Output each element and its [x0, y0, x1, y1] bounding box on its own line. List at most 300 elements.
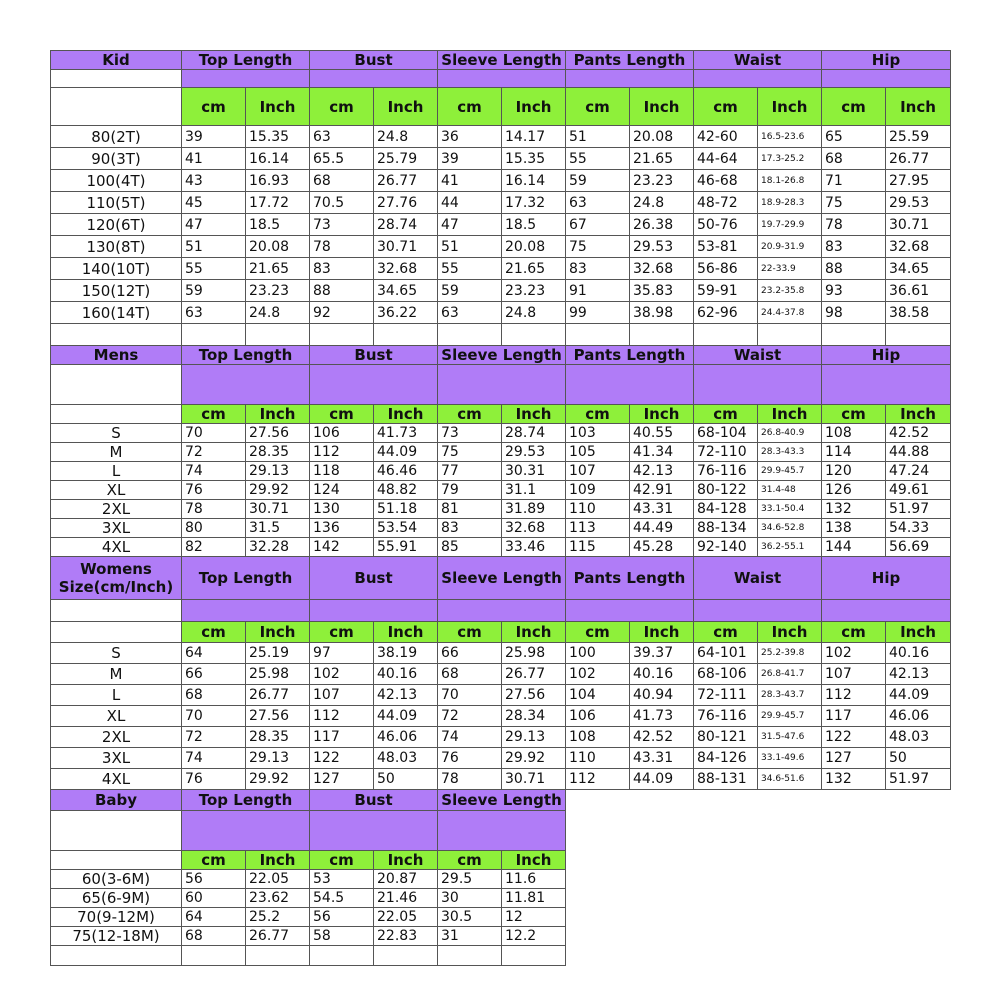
- measure-value: 59-91: [694, 280, 758, 302]
- measure-value: 29.9-45.7: [758, 706, 822, 727]
- measure-value: 107: [310, 685, 374, 706]
- measure-value: 106: [566, 706, 630, 727]
- purple-band: [182, 811, 310, 851]
- measure-value: 54.5: [310, 889, 374, 908]
- measure-value: 84-126: [694, 748, 758, 769]
- empty-cell: [758, 946, 822, 966]
- measure-value: 17.72: [246, 192, 310, 214]
- purple-band: [182, 600, 310, 622]
- measure-value: 30: [438, 889, 502, 908]
- measure-value: 63: [566, 192, 630, 214]
- unit-inch: Inch: [886, 405, 951, 424]
- unit-inch: Inch: [502, 88, 566, 126]
- measure-value: 31: [438, 927, 502, 946]
- measure-value: 56: [182, 870, 246, 889]
- measure-value: 42.91: [630, 481, 694, 500]
- measure-value: 44.09: [374, 706, 438, 727]
- unit-inch: Inch: [246, 88, 310, 126]
- blank-cell: [566, 851, 694, 870]
- measure-value: 104: [566, 685, 630, 706]
- measure-value: 31.1: [502, 481, 566, 500]
- measure-value: 59: [566, 170, 630, 192]
- measure-value: 28.74: [502, 424, 566, 443]
- measure-value: 65: [822, 126, 886, 148]
- measure-value: 51.97: [886, 769, 951, 790]
- measure-value: 51: [438, 236, 502, 258]
- measure-value: 26.77: [502, 664, 566, 685]
- size-label: 150(12T): [51, 280, 182, 302]
- size-label: XL: [51, 481, 182, 500]
- baby-purple-row: [51, 811, 951, 851]
- section-label: Kid: [51, 51, 182, 70]
- measure-value: 26.38: [630, 214, 694, 236]
- empty-cell: [51, 600, 182, 622]
- measure-value: 56.69: [886, 538, 951, 557]
- measure-value: 63: [438, 302, 502, 324]
- empty-cell: [246, 324, 310, 346]
- womens-unit-row: [51, 622, 951, 643]
- empty-cell: [566, 946, 630, 966]
- measure-value: 97: [310, 643, 374, 664]
- empty-cell: [51, 405, 182, 424]
- measure-value: 114: [822, 443, 886, 462]
- measure-value: 42-60: [694, 126, 758, 148]
- purple-band: [566, 70, 694, 88]
- measure-value: 112: [566, 769, 630, 790]
- empty-cell: [51, 88, 182, 126]
- measure-value: 68: [438, 664, 502, 685]
- unit-cm: cm: [182, 405, 246, 424]
- measure-value: 108: [822, 424, 886, 443]
- purple-band: [566, 365, 694, 405]
- womens-label-line1: Womens: [80, 560, 152, 578]
- unit-inch: Inch: [758, 622, 822, 643]
- measure-value: 28.74: [374, 214, 438, 236]
- blank-cell: [630, 889, 694, 908]
- measure-value: 25.98: [246, 664, 310, 685]
- measure-value: 126: [822, 481, 886, 500]
- mens-size-row: [51, 462, 951, 481]
- kid-size-row: [51, 258, 951, 280]
- measure-value: 71: [822, 170, 886, 192]
- measure-value: 136: [310, 519, 374, 538]
- measure-value: 21.65: [630, 148, 694, 170]
- measure-value: 88: [310, 280, 374, 302]
- measure-value: 64-101: [694, 643, 758, 664]
- measure-value: 28.34: [502, 706, 566, 727]
- measure-value: 64: [182, 908, 246, 927]
- measure-value: 33.1-49.6: [758, 748, 822, 769]
- kid-empty-row: [51, 324, 951, 346]
- mens-header-row: [51, 346, 951, 365]
- measure-value: 21.65: [502, 258, 566, 280]
- womens-size-row: [51, 706, 951, 727]
- size-label: 160(14T): [51, 302, 182, 324]
- unit-cm: cm: [310, 405, 374, 424]
- measure-value: 43.31: [630, 500, 694, 519]
- measure-value: 44.09: [630, 769, 694, 790]
- unit-inch: Inch: [374, 405, 438, 424]
- measure-value: 30.5: [438, 908, 502, 927]
- measure-value: 22.05: [374, 908, 438, 927]
- kid-size-row: [51, 170, 951, 192]
- baby-size-row: [51, 908, 951, 927]
- measure-value: 122: [822, 727, 886, 748]
- measure-value: 118: [310, 462, 374, 481]
- section-label: Baby: [51, 790, 182, 811]
- measure-value: 17.32: [502, 192, 566, 214]
- measure-value: 78: [438, 769, 502, 790]
- measure-value: 46.06: [886, 706, 951, 727]
- measure-value: 16.14: [246, 148, 310, 170]
- size-label: 130(8T): [51, 236, 182, 258]
- measure-value: 78: [182, 500, 246, 519]
- measure-value: 26.77: [886, 148, 951, 170]
- measure-value: 16.93: [246, 170, 310, 192]
- kid-header-row: [51, 51, 951, 70]
- measure-value: 20.87: [374, 870, 438, 889]
- measure-value: 80: [182, 519, 246, 538]
- mens-purple-row: [51, 365, 951, 405]
- size-chart: [50, 50, 950, 966]
- measure-value: 19.7-29.9: [758, 214, 822, 236]
- unit-cm: cm: [822, 88, 886, 126]
- size-label: 120(6T): [51, 214, 182, 236]
- measure-value: 30.71: [502, 769, 566, 790]
- measure-value: 73: [310, 214, 374, 236]
- measure-header: Sleeve Length: [438, 557, 566, 600]
- measure-value: 66: [182, 664, 246, 685]
- purple-band: [438, 811, 566, 851]
- empty-cell: [566, 324, 630, 346]
- purple-band: [822, 600, 951, 622]
- blank-cell: [630, 927, 694, 946]
- measure-value: 100: [566, 643, 630, 664]
- unit-cm: cm: [566, 88, 630, 126]
- womens-size-row: [51, 727, 951, 748]
- measure-value: 102: [566, 664, 630, 685]
- unit-inch: Inch: [502, 622, 566, 643]
- measure-header: Top Length: [182, 346, 310, 365]
- measure-value: 14.17: [502, 126, 566, 148]
- measure-header: Waist: [694, 557, 822, 600]
- measure-header: Bust: [310, 790, 438, 811]
- measure-value: 72: [182, 443, 246, 462]
- measure-value: 16.14: [502, 170, 566, 192]
- measure-value: 76-116: [694, 462, 758, 481]
- measure-value: 45.28: [630, 538, 694, 557]
- measure-value: 26.77: [246, 685, 310, 706]
- measure-value: 16.5-23.6: [758, 126, 822, 148]
- measure-value: 72-110: [694, 443, 758, 462]
- empty-cell: [438, 946, 502, 966]
- size-label: 100(4T): [51, 170, 182, 192]
- unit-cm: cm: [310, 851, 374, 870]
- baby-header-row: [51, 790, 951, 811]
- mens-size-row: [51, 481, 951, 500]
- baby-empty-row: [51, 946, 951, 966]
- measure-value: 34.6-51.6: [758, 769, 822, 790]
- measure-value: 30.31: [502, 462, 566, 481]
- measure-value: 51: [566, 126, 630, 148]
- measure-value: 38.58: [886, 302, 951, 324]
- measure-value: 38.98: [630, 302, 694, 324]
- measure-value: 110: [566, 748, 630, 769]
- measure-value: 30.71: [246, 500, 310, 519]
- purple-band: [694, 365, 822, 405]
- blank-cell: [566, 889, 630, 908]
- empty-cell: [374, 946, 438, 966]
- measure-value: 55: [438, 258, 502, 280]
- measure-value: 18.1-26.8: [758, 170, 822, 192]
- measure-value: 47: [438, 214, 502, 236]
- blank-cell: [694, 811, 822, 851]
- measure-value: 117: [822, 706, 886, 727]
- unit-cm: cm: [694, 405, 758, 424]
- empty-cell: [694, 324, 758, 346]
- womens-label-line2: Size(cm/Inch): [58, 578, 174, 596]
- unit-inch: Inch: [374, 851, 438, 870]
- size-label: L: [51, 685, 182, 706]
- measure-value: 51: [182, 236, 246, 258]
- measure-value: 27.95: [886, 170, 951, 192]
- kid-size-row: [51, 236, 951, 258]
- measure-value: 68: [310, 170, 374, 192]
- measure-value: 49.61: [886, 481, 951, 500]
- blank-cell: [694, 927, 758, 946]
- measure-value: 32.68: [886, 236, 951, 258]
- measure-value: 83: [310, 258, 374, 280]
- kid-purple-row: [51, 70, 951, 88]
- measure-value: 78: [310, 236, 374, 258]
- unit-cm: cm: [182, 88, 246, 126]
- measure-value: 24.4-37.8: [758, 302, 822, 324]
- measure-value: 105: [566, 443, 630, 462]
- measure-value: 130: [310, 500, 374, 519]
- measure-value: 40.94: [630, 685, 694, 706]
- size-label: 110(5T): [51, 192, 182, 214]
- size-label: 80(2T): [51, 126, 182, 148]
- kid-size-row: [51, 126, 951, 148]
- blank-cell: [758, 908, 822, 927]
- purple-band: [822, 70, 951, 88]
- measure-value: 31.89: [502, 500, 566, 519]
- empty-cell: [246, 946, 310, 966]
- measure-value: 42.13: [374, 685, 438, 706]
- measure-value: 41.34: [630, 443, 694, 462]
- measure-value: 47: [182, 214, 246, 236]
- unit-cm: cm: [182, 622, 246, 643]
- unit-cm: cm: [438, 851, 502, 870]
- blank-cell: [822, 870, 886, 889]
- unit-inch: Inch: [246, 622, 310, 643]
- empty-cell: [51, 622, 182, 643]
- empty-cell: [886, 324, 951, 346]
- measure-value: 107: [822, 664, 886, 685]
- measure-value: 29.9-45.7: [758, 462, 822, 481]
- measure-header: Bust: [310, 557, 438, 600]
- measure-value: 44: [438, 192, 502, 214]
- measure-value: 29.13: [502, 727, 566, 748]
- measure-value: 25.59: [886, 126, 951, 148]
- measure-value: 53: [310, 870, 374, 889]
- blank-cell: [822, 851, 951, 870]
- measure-value: 55: [566, 148, 630, 170]
- unit-cm: cm: [438, 405, 502, 424]
- measure-value: 63: [182, 302, 246, 324]
- measure-value: 70.5: [310, 192, 374, 214]
- measure-value: 81: [438, 500, 502, 519]
- measure-value: 39: [182, 126, 246, 148]
- measure-value: 77: [438, 462, 502, 481]
- size-label: 90(3T): [51, 148, 182, 170]
- measure-value: 44.09: [374, 443, 438, 462]
- section-label: [51, 557, 182, 600]
- measure-value: 44.09: [886, 685, 951, 706]
- measure-value: 23.23: [246, 280, 310, 302]
- unit-cm: cm: [822, 622, 886, 643]
- blank-cell: [822, 927, 886, 946]
- blank-cell: [694, 908, 758, 927]
- measure-value: 65.5: [310, 148, 374, 170]
- measure-value: 132: [822, 769, 886, 790]
- measure-header: Bust: [310, 51, 438, 70]
- measure-value: 42.13: [630, 462, 694, 481]
- unit-cm: cm: [566, 622, 630, 643]
- unit-cm: cm: [694, 88, 758, 126]
- measure-value: 21.65: [246, 258, 310, 280]
- measure-value: 30.71: [374, 236, 438, 258]
- unit-cm: cm: [310, 88, 374, 126]
- measure-value: 44-64: [694, 148, 758, 170]
- empty-cell: [374, 324, 438, 346]
- measure-value: 25.19: [246, 643, 310, 664]
- mens-size-row: [51, 443, 951, 462]
- size-label: 65(6-9M): [51, 889, 182, 908]
- purple-band: [694, 600, 822, 622]
- blank-cell: [694, 889, 758, 908]
- unit-cm: cm: [310, 622, 374, 643]
- blank-cell: [758, 927, 822, 946]
- measure-value: 35.83: [630, 280, 694, 302]
- measure-value: 44.88: [886, 443, 951, 462]
- purple-band: [182, 70, 310, 88]
- measure-value: 53.54: [374, 519, 438, 538]
- measure-value: 22-33.9: [758, 258, 822, 280]
- measure-header: Waist: [694, 51, 822, 70]
- measure-value: 42.52: [630, 727, 694, 748]
- measure-value: 117: [310, 727, 374, 748]
- baby-unit-row: [51, 851, 951, 870]
- measure-value: 30.71: [886, 214, 951, 236]
- size-label: 2XL: [51, 727, 182, 748]
- empty-cell: [630, 946, 694, 966]
- measure-value: 64: [182, 643, 246, 664]
- size-label: M: [51, 664, 182, 685]
- measure-value: 48.03: [886, 727, 951, 748]
- section-label: Mens: [51, 346, 182, 365]
- measure-value: 144: [822, 538, 886, 557]
- measure-value: 55.91: [374, 538, 438, 557]
- empty-cell: [51, 324, 182, 346]
- measure-header: Bust: [310, 346, 438, 365]
- measure-value: 109: [566, 481, 630, 500]
- measure-value: 102: [822, 643, 886, 664]
- measure-value: 24.8: [246, 302, 310, 324]
- measure-value: 44.49: [630, 519, 694, 538]
- measure-value: 51.97: [886, 500, 951, 519]
- empty-cell: [51, 851, 182, 870]
- measure-value: 120: [822, 462, 886, 481]
- measure-value: 112: [310, 706, 374, 727]
- baby-size-row: [51, 870, 951, 889]
- measure-value: 132: [822, 500, 886, 519]
- measure-value: 23.2-35.8: [758, 280, 822, 302]
- kid-size-row: [51, 192, 951, 214]
- measure-value: 41: [438, 170, 502, 192]
- blank-cell: [694, 870, 758, 889]
- measure-header: Pants Length: [566, 51, 694, 70]
- womens-header-row: [51, 557, 951, 600]
- measure-value: 72: [182, 727, 246, 748]
- unit-cm: cm: [438, 88, 502, 126]
- measure-value: 112: [310, 443, 374, 462]
- measure-value: 80-121: [694, 727, 758, 748]
- measure-value: 75: [566, 236, 630, 258]
- measure-value: 46-68: [694, 170, 758, 192]
- measure-value: 20.9-31.9: [758, 236, 822, 258]
- blank-cell: [630, 908, 694, 927]
- womens-size-row: [51, 769, 951, 790]
- measure-value: 88-134: [694, 519, 758, 538]
- measure-value: 32.28: [246, 538, 310, 557]
- unit-cm: cm: [694, 622, 758, 643]
- measure-value: 122: [310, 748, 374, 769]
- measure-value: 11.6: [502, 870, 566, 889]
- mens-size-row: [51, 538, 951, 557]
- measure-value: 23.62: [246, 889, 310, 908]
- kid-size-row: [51, 148, 951, 170]
- measure-value: 115: [566, 538, 630, 557]
- measure-value: 88-131: [694, 769, 758, 790]
- baby-size-row: [51, 927, 951, 946]
- unit-inch: Inch: [502, 405, 566, 424]
- measure-value: 55: [182, 258, 246, 280]
- measure-value: 112: [822, 685, 886, 706]
- measure-value: 91: [566, 280, 630, 302]
- measure-value: 41.73: [630, 706, 694, 727]
- measure-value: 68-104: [694, 424, 758, 443]
- measure-value: 47.24: [886, 462, 951, 481]
- measure-value: 31.5-47.6: [758, 727, 822, 748]
- size-label: 2XL: [51, 500, 182, 519]
- empty-cell: [694, 946, 758, 966]
- measure-header: Top Length: [182, 51, 310, 70]
- measure-value: 29.53: [502, 443, 566, 462]
- empty-cell: [822, 946, 886, 966]
- measure-value: 20.08: [246, 236, 310, 258]
- unit-inch: Inch: [630, 622, 694, 643]
- measure-value: 98: [822, 302, 886, 324]
- purple-band: [566, 600, 694, 622]
- unit-cm: cm: [566, 405, 630, 424]
- blank-cell: [630, 870, 694, 889]
- size-label: 3XL: [51, 748, 182, 769]
- unit-inch: Inch: [886, 88, 951, 126]
- blank-cell: [758, 889, 822, 908]
- blank-cell: [758, 870, 822, 889]
- measure-value: 48.82: [374, 481, 438, 500]
